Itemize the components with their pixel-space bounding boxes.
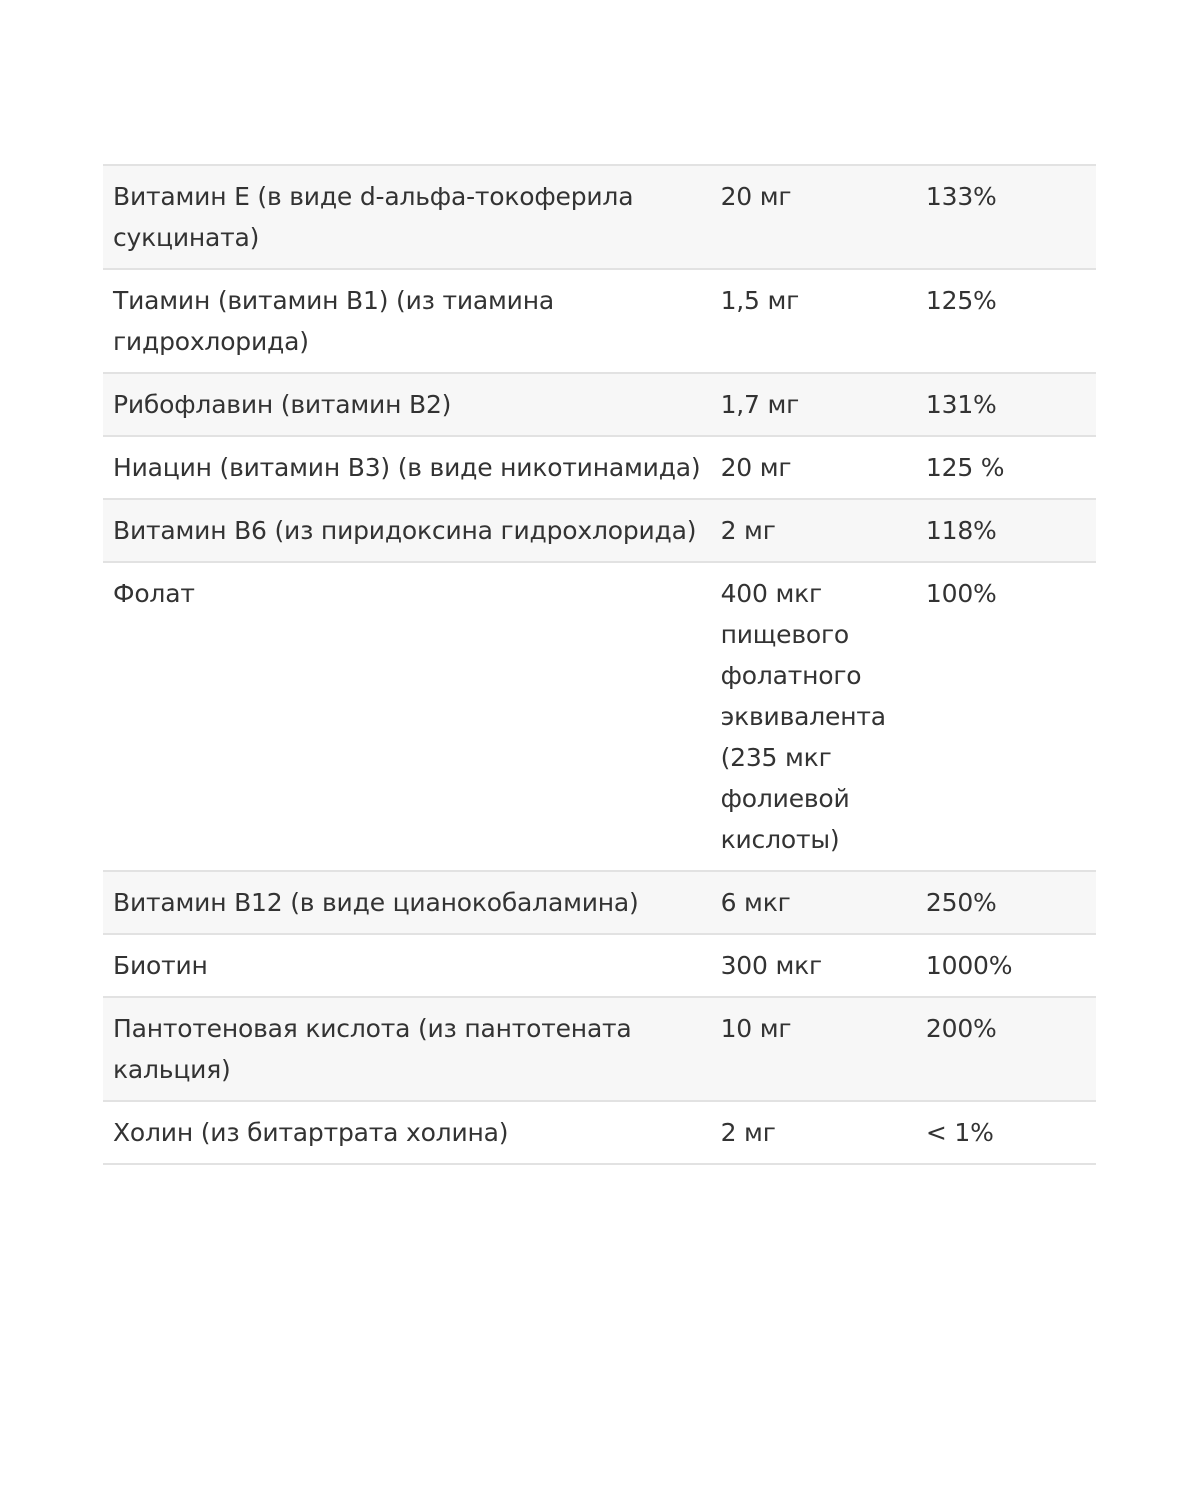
nutrient-name: Биотин: [103, 934, 711, 997]
table-row: [103, 499, 1096, 562]
nutrient-amount: 400 мкг пищевого фолатного эквивалента (235 мкг фолиевой кислоты): [711, 562, 916, 871]
table-row: [103, 997, 1096, 1101]
nutrient-amount: 1,7 мг: [711, 373, 916, 436]
nutrition-table: [103, 164, 1096, 1165]
nutrient-name: Рибофлавин (витамин B2): [103, 373, 711, 436]
nutrient-daily-value: 131%: [916, 373, 1096, 436]
nutrient-name: Холин (из битартрата холина): [103, 1101, 711, 1164]
nutrient-amount: 6 мкг: [711, 871, 916, 934]
nutrient-amount: 1,5 мг: [711, 269, 916, 373]
nutrient-name: Витамин B12 (в виде цианокобаламина): [103, 871, 711, 934]
nutrient-amount: 2 мг: [711, 1101, 916, 1164]
nutrient-amount: 20 мг: [711, 165, 916, 269]
nutrient-name: Фолат: [103, 562, 711, 871]
nutrient-amount: 2 мг: [711, 499, 916, 562]
nutrient-daily-value: 250%: [916, 871, 1096, 934]
table-row: [103, 373, 1096, 436]
nutrient-name: Тиамин (витамин B1) (из тиамина гидрохлорида): [103, 269, 711, 373]
table-row: [103, 562, 1096, 871]
nutrient-daily-value: 125%: [916, 269, 1096, 373]
table-row: [103, 871, 1096, 934]
nutrient-name: Ниацин (витамин B3) (в виде никотинамида): [103, 436, 711, 499]
table-row: [103, 165, 1096, 269]
nutrient-daily-value: 133%: [916, 165, 1096, 269]
nutrient-amount: 20 мг: [711, 436, 916, 499]
table-row: [103, 934, 1096, 997]
nutrient-amount: 300 мкг: [711, 934, 916, 997]
nutrient-daily-value: 125 %: [916, 436, 1096, 499]
table-row: [103, 269, 1096, 373]
nutrient-daily-value: 200%: [916, 997, 1096, 1101]
table-row: [103, 436, 1096, 499]
nutrient-daily-value: 118%: [916, 499, 1096, 562]
nutrient-name: Витамин Е (в виде d-альфа-токоферила сукцината): [103, 165, 711, 269]
nutrient-daily-value: 100%: [916, 562, 1096, 871]
nutrient-daily-value: 1000%: [916, 934, 1096, 997]
nutrient-amount: 10 мг: [711, 997, 916, 1101]
table-row: [103, 1101, 1096, 1164]
nutrient-daily-value: < 1%: [916, 1101, 1096, 1164]
nutrient-name: Витамин B6 (из пиридоксина гидрохлорида): [103, 499, 711, 562]
nutrient-name: Пантотеновая кислота (из пантотената кальция): [103, 997, 711, 1101]
